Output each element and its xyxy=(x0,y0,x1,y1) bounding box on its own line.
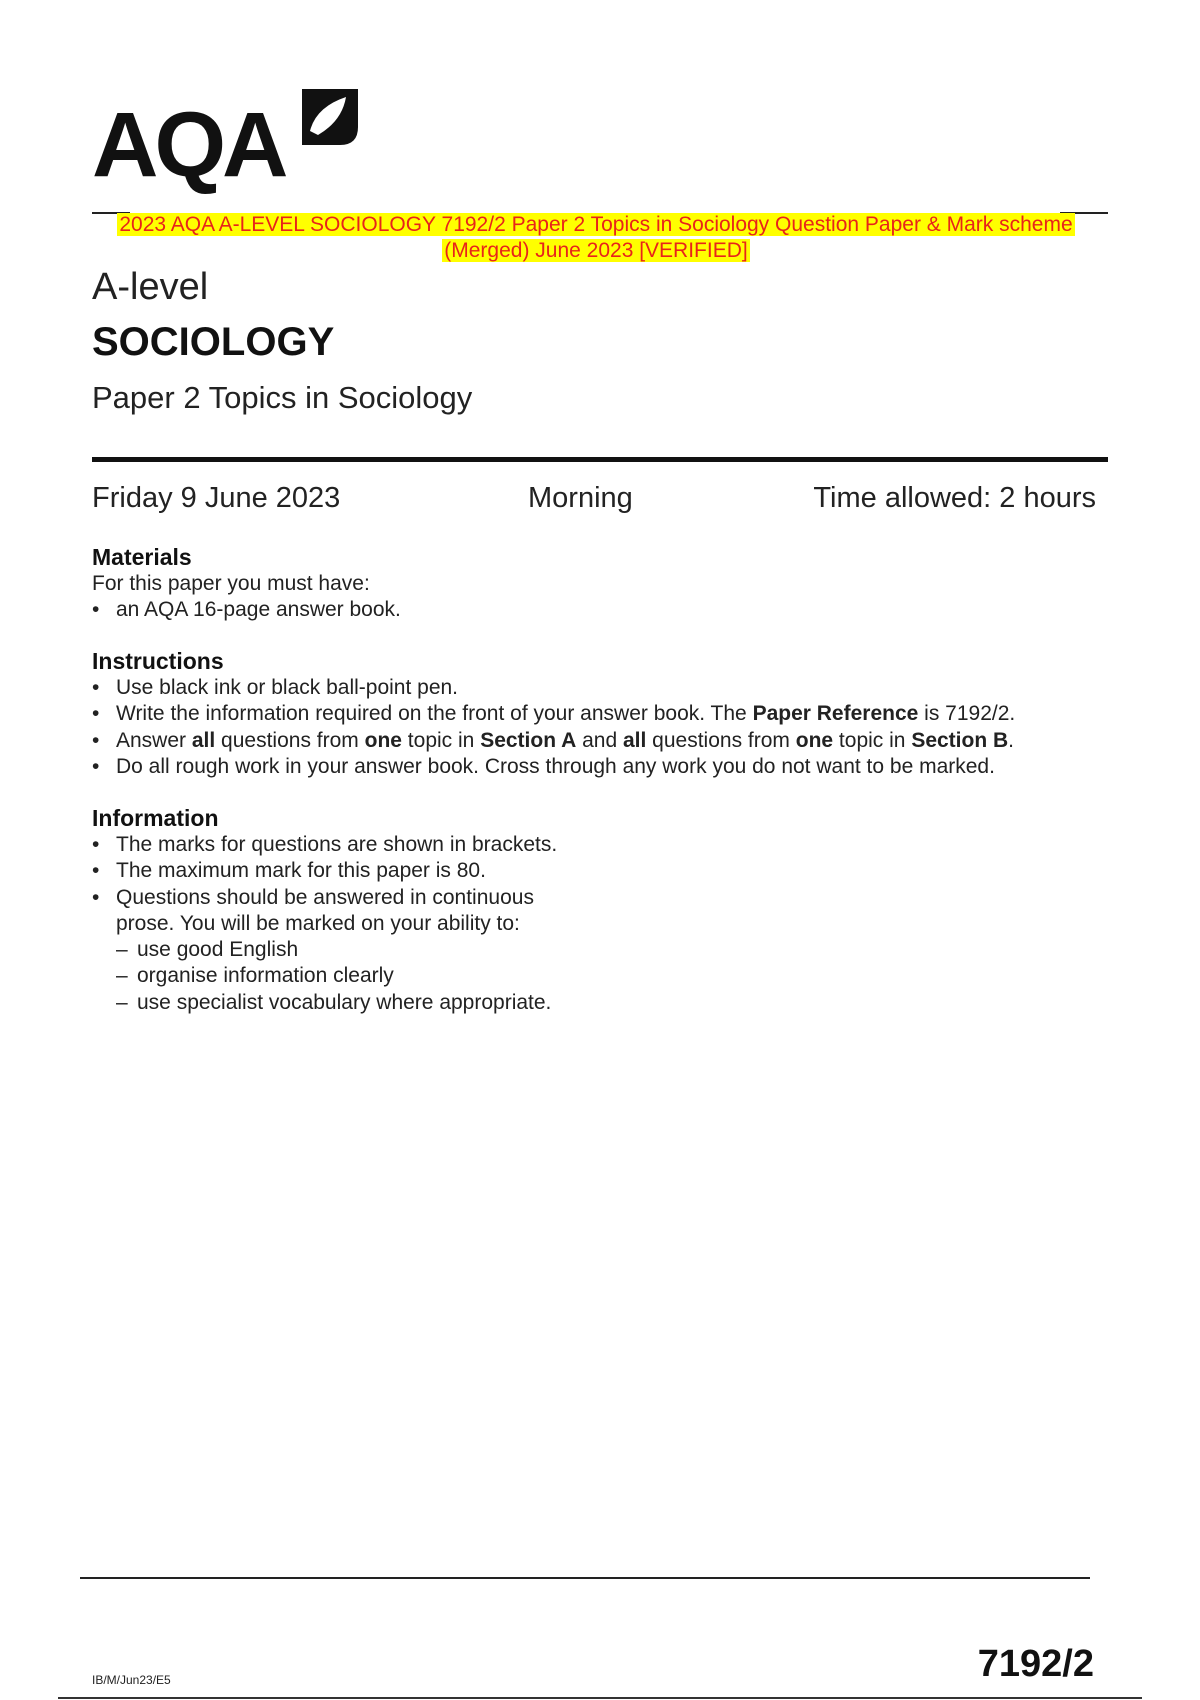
page-bottom-rule xyxy=(58,1697,1142,1699)
list-item: • Questions should be answered in continuous prose. You will be marked on your ability to: xyxy=(92,885,534,935)
list-item: • an AQA 16-page answer book. xyxy=(92,597,1102,623)
paper-title: Paper 2 Topics in Sociology xyxy=(92,380,473,415)
list-item: • Use black ink or black ball-point pen. xyxy=(92,675,1102,701)
aqa-logo xyxy=(92,85,392,196)
footer-divider xyxy=(80,1577,1090,1579)
dash: – xyxy=(116,938,128,962)
list-item: – organise information clearly xyxy=(92,963,1102,989)
banner-text: 2023 AQA A-LEVEL SOCIOLOGY 7192/2 Paper 2 Topics in Sociology Question Paper & Mark scheme (Merged) June 2023 [VERIFIED] xyxy=(119,213,1073,262)
bullet: • xyxy=(92,885,100,909)
exam-session: Morning xyxy=(528,482,633,514)
list-item: – use specialist vocabulary where appropriate. xyxy=(92,990,1102,1016)
list-item: • Answer all questions from one topic in Section A and all questions from one topic in Section B. xyxy=(92,728,1102,754)
subject-title: SOCIOLOGY xyxy=(92,320,335,364)
list-item: – use good English xyxy=(92,937,1102,963)
list-item: • Write the information required on the front of your answer book. The Paper Reference is 7192/2. xyxy=(92,701,1102,727)
highlighted-banner xyxy=(100,212,1092,264)
time-allowed: Time allowed: 2 hours xyxy=(813,482,1096,514)
exam-date: Friday 9 June 2023 xyxy=(92,482,341,514)
bullet: • xyxy=(92,702,100,726)
list-item: • Do all rough work in your answer book. Cross through any work you do not want to be marked. xyxy=(92,754,1102,780)
materials-intro: For this paper you must have: xyxy=(92,572,370,595)
title-divider xyxy=(92,457,1108,462)
dash: – xyxy=(116,990,128,1014)
bullet: • xyxy=(92,728,100,752)
instructions-section xyxy=(92,647,1102,780)
logo-text: AQA xyxy=(92,94,285,196)
instructions-heading: Instructions xyxy=(92,648,224,674)
bullet: • xyxy=(92,833,100,856)
document-code: IB/M/Jun23/E5 xyxy=(92,1673,171,1687)
dash: – xyxy=(116,964,128,988)
bullet: • xyxy=(92,859,100,883)
bullet: • xyxy=(92,676,100,699)
aqa-leaf-mark-icon xyxy=(298,85,362,149)
information-section xyxy=(92,804,1102,1016)
bullet: • xyxy=(92,754,100,778)
materials-section xyxy=(92,543,1102,624)
qualification-level: A-level xyxy=(92,266,209,308)
list-item: • The maximum mark for this paper is 80. xyxy=(92,858,1102,884)
list-item: • The marks for questions are shown in brackets. xyxy=(92,832,1102,858)
information-heading: Information xyxy=(92,805,219,831)
materials-heading: Materials xyxy=(92,544,192,570)
bullet: • xyxy=(92,598,100,622)
paper-reference: 7192/2 xyxy=(977,1643,1094,1685)
